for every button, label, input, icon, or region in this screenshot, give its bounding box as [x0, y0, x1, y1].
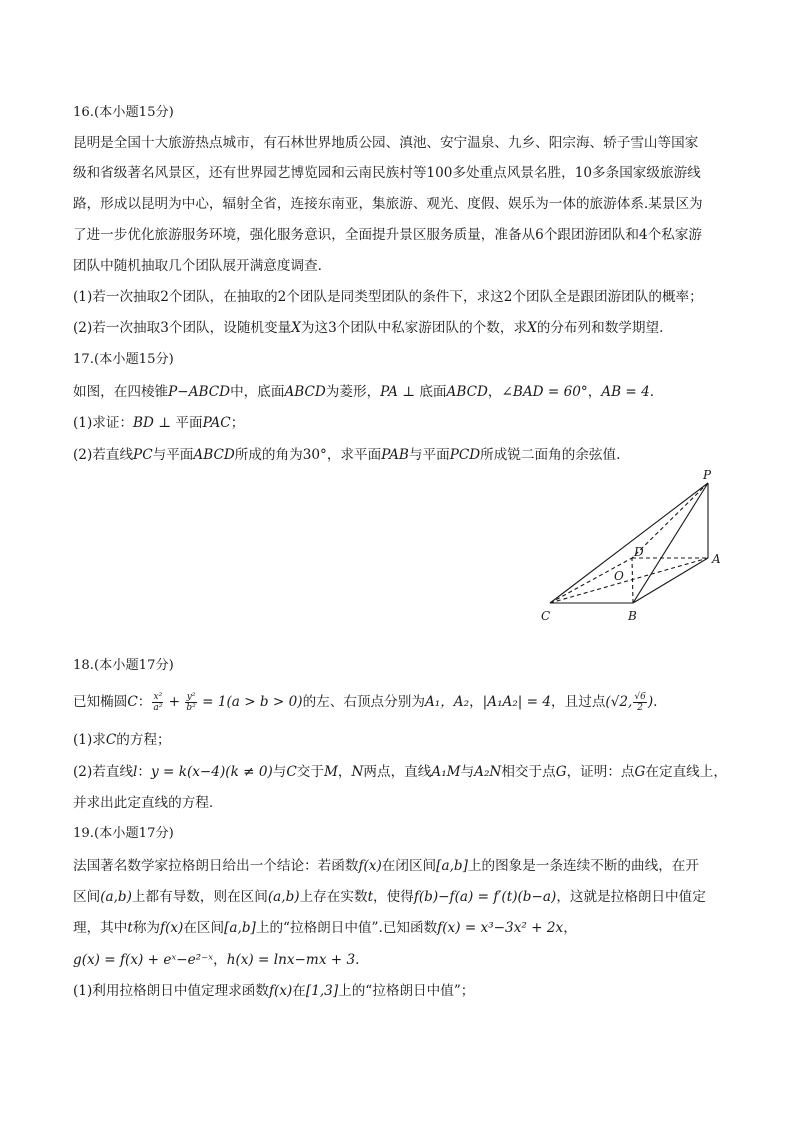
q17-line-pc: PC: [133, 447, 153, 463]
q18-part-1-text-a: (1)求: [73, 732, 106, 748]
q18-frac-sqrt6-2: $\frac{√6}{2}$: [634, 692, 646, 713]
q17-part-2-text-i: 所成锐二面角的余弦值.: [480, 447, 621, 463]
q17-plane-pab: PAB: [381, 447, 409, 463]
q19-line-3: [73, 918, 723, 938]
q18-p2-s: 在定直线上，: [645, 764, 727, 780]
q18-part-1-text-c: 的方程；: [116, 732, 171, 748]
q17-base-name: ABCD: [284, 384, 326, 400]
q19-g-definition: g(x) = f(x) + eˣ−e²⁻ˣ: [73, 952, 214, 968]
q17-stem-comma-1: ，: [487, 384, 502, 400]
q18-frac-x2-a2: $\frac{\text{x²}}{\text{a²}}$: [153, 692, 163, 713]
q18-p2-c: ：: [137, 764, 151, 780]
q17-pyramid-name: P−ABCD: [168, 384, 231, 400]
q19-l1-c: 在闭区间: [381, 858, 437, 874]
q19-line-4: [73, 950, 723, 970]
q17-pa-perp: PA ⊥: [380, 384, 420, 400]
q17-stem-text-g: 底面: [419, 384, 447, 400]
q19-l1-a: 法国著名数学家拉格朗日给出一个结论：若函数: [73, 858, 359, 874]
q19-p1-fx: f(x): [268, 983, 293, 999]
q18-line-a2n: A₂N: [474, 764, 502, 780]
q18-part-1-c: C: [105, 732, 117, 748]
q18-part-2-cont: 并求出此定直线的方程.: [73, 795, 214, 811]
q17-angle-bad: ∠BAD = 60°: [501, 384, 588, 400]
q19-var-t: t: [367, 889, 374, 905]
q16-var-x: X: [291, 320, 301, 336]
q17-part-2: [73, 445, 723, 465]
q18-point-g: G: [555, 764, 567, 780]
q17-stem-comma-2: ，: [587, 384, 602, 400]
label-o: O: [614, 569, 624, 583]
label-d: D: [634, 545, 644, 559]
q19-l2-c: 上都有导数，则在区间: [131, 889, 268, 905]
q19-var-t-2: t: [127, 920, 133, 936]
q19-l3-c: 称为: [132, 920, 161, 936]
q19-p1-c: 在: [292, 983, 306, 999]
q18-p2-g: 交于: [296, 764, 324, 780]
q18-header: 18.(本小题17分): [73, 658, 174, 673]
q17-base-name-2: ABCD: [446, 384, 488, 400]
q18-stem-text-i: ，且过点: [551, 694, 606, 710]
q17-ab-length: AB = 4: [601, 384, 650, 400]
q19-header: 19.(本小题17分): [73, 826, 174, 841]
q19-l2-a: 区间: [73, 889, 101, 905]
q18-p2-q: ，证明：点: [566, 764, 635, 780]
q17-part-1-text-a: (1)求证：: [73, 415, 134, 431]
q17-part-2-text-c: 与平面: [152, 447, 194, 463]
q19-h-definition: h(x) = lnx−mx + 3: [226, 952, 356, 968]
q18-p2-o: 相交于点: [501, 764, 556, 780]
q17-part-2-text-a: (2)若直线: [73, 447, 134, 463]
q19-l3-e: 在区间: [183, 920, 225, 936]
q17-stem-text-c: 中，底面: [230, 384, 285, 400]
q19-l2-g: ，使得: [373, 889, 414, 905]
q18-p2-i: ，: [337, 764, 352, 780]
edge-pc: [550, 483, 708, 603]
q16-part-2-text-c: 为这3个团队中私家游团队的个数，求: [300, 320, 528, 336]
q18-point-x: (√2,: [605, 694, 633, 710]
q19-mvt-equation: f(b)−f(a) = f′(t)(b−a): [413, 889, 557, 905]
label-c: C: [541, 609, 551, 623]
q18-p2-m: 与: [460, 764, 475, 780]
q19-l2-e: 上存在实数: [299, 889, 368, 905]
q19-interval-ab-2: [a,b]: [224, 920, 256, 936]
q18-plus: +: [164, 694, 185, 710]
q18-comma: ，: [469, 694, 483, 710]
q17-bd-perp: BD ⊥: [133, 415, 176, 431]
q18-point-m: M: [323, 764, 338, 780]
q18-period: .: [653, 694, 658, 710]
q19-fx: f(x): [358, 858, 382, 874]
q18-p2-a: (2)若直线: [73, 764, 134, 780]
q16-stem-line-5: 团队中随机抽取几个团队展开满意度调查.: [73, 258, 323, 274]
edge-ba: [633, 558, 708, 603]
q18-vertices: A₁，A₂: [424, 694, 470, 710]
q19-l2-i: ，这就是拉格朗日中值定: [556, 889, 706, 905]
q17-stem-text-e: 为菱形，: [325, 384, 381, 400]
q19-l4-d: .: [355, 952, 360, 968]
q18-part-1: [73, 730, 723, 750]
q18-p2-c-var: C: [286, 764, 297, 780]
q19-l3-i: ，: [563, 920, 577, 936]
q18-colon: ：: [137, 694, 152, 710]
q17-header: 17.(本小题15分): [73, 352, 174, 367]
q19-l4-b: ，: [213, 952, 227, 968]
q18-stem: [73, 690, 723, 714]
q16-part-1: (1)若一次抽取2个团队，在抽取的2个团队是同类型团队的条件下，求这2个团队全是跟团游团队的概率；: [73, 289, 703, 305]
q18-point-close: ): [647, 694, 654, 710]
q18-ellipse-c: C: [127, 694, 138, 710]
q18-stem-text-a: 已知椭圆: [73, 694, 128, 710]
q19-interval-ab: [a,b]: [436, 858, 468, 874]
q16-stem-line-1: 昆明是全国十大旅游热点城市，有石林世界地质公园、滇池、安宁温泉、九乡、阳宗海、轿子雪山等国家: [73, 135, 699, 151]
q18-frac-y2-b2: $\frac{\text{y²}}{\text{b²}}$: [186, 692, 196, 713]
q17-stem-period: .: [649, 384, 655, 400]
q19-f-definition: f(x) = x³−3x² + 2x: [437, 920, 564, 936]
q18-line-eq: y = k(x−4)(k ≠ 0): [151, 764, 273, 780]
q19-l1-e: 上的图象是一条连续不断的曲线，在开: [467, 858, 699, 874]
q18-stem-text-e: 的左、右顶点分别为: [302, 694, 425, 710]
q19-line-2: [73, 887, 723, 907]
edge-pb: [633, 483, 708, 603]
q16-header: 16.(本小题15分): [73, 105, 174, 120]
q17-part-1-text-e: ；: [230, 415, 245, 431]
q17-part-2-text-g: 与平面: [408, 447, 450, 463]
q17-stem-text-a: 如图，在四棱锥: [73, 384, 169, 400]
q18-line-l: l: [133, 764, 138, 780]
q16-stem-line-3: 路，形成以昆明为中心，辐射全省，连接东南亚，集旅游、观光、度假、娱乐为一体的旅游体系.某景区为: [73, 196, 703, 212]
q16-var-x-2: X: [527, 320, 537, 336]
q19-open-interval-2: (a,b): [267, 889, 300, 905]
q18-part-2: [73, 762, 727, 782]
q17-part-1-text-c: 平面: [175, 415, 203, 431]
q18-point-g-2: G: [634, 764, 646, 780]
q17-stem: [73, 382, 723, 402]
q19-l3-g: 上的“拉格朗日中值”.已知函数: [255, 920, 438, 936]
q19-p1-a: (1)利用拉格朗日中值定理求函数: [73, 983, 269, 999]
label-b: B: [628, 609, 637, 623]
label-p: P: [703, 468, 712, 482]
diag-bd: [632, 558, 633, 603]
label-a: A: [712, 552, 721, 566]
q17-pyramid-figure: [530, 465, 730, 625]
q17-part-1: [73, 413, 723, 433]
q19-open-interval: (a,b): [100, 889, 132, 905]
q19-p1-interval: [1,3]: [305, 983, 339, 999]
q17-plane-pcd: PCD: [449, 447, 481, 463]
q19-line-1: [73, 856, 723, 876]
q17-plane-abcd: ABCD: [193, 447, 235, 463]
q18-p2-k: 两点，直线: [363, 764, 432, 780]
q16-part-2-text-e: 的分布列和数学期望.: [536, 320, 664, 336]
q19-p1-e: 上的“拉格朗日中值”；: [338, 983, 475, 999]
q16-stem-line-4: 了进一步优化旅游服务环境，强化服务意识，全面提升景区服务质量，准备从6个跟团游团队和4个私家游: [73, 227, 703, 243]
q19-part-1: [73, 981, 723, 1001]
diag-ca: [550, 558, 708, 603]
q18-equation-rhs: = 1(a > b > 0): [197, 694, 303, 710]
q18-line-a1m: A₁M: [431, 764, 461, 780]
q18-a1a2-length: |A₁A₂| = 4: [482, 694, 552, 710]
q17-part-2-text-e: 所成的角为30°，求平面: [234, 447, 382, 463]
q18-point-n: N: [351, 764, 364, 780]
q16-stem-line-2: 级和省级著名风景区，还有世界园艺博览园和云南民族村等100多处重点风景名胜，10多条国家级旅游线: [73, 165, 701, 181]
q16-part-2-text-a: (2)若一次抽取3个团队，设随机变量: [73, 320, 292, 336]
q17-plane-pac: PAC: [202, 415, 231, 431]
q19-l3-a: 理，其中: [73, 920, 128, 936]
q19-fx-2: f(x): [160, 920, 184, 936]
q18-p2-e: 与: [272, 764, 287, 780]
q16-part-2: [73, 318, 723, 338]
